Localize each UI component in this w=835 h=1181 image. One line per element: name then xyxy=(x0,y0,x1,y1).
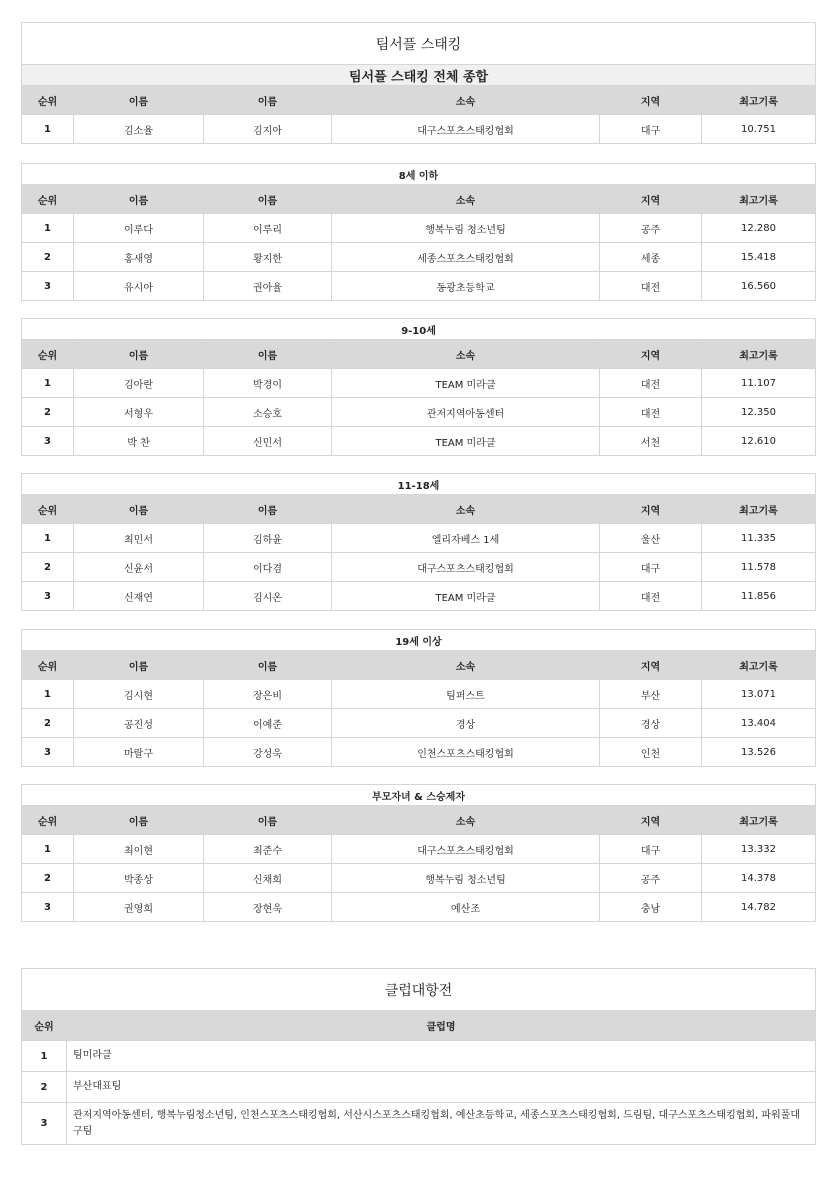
club-name-cell: 팀미라클 xyxy=(67,1041,816,1072)
record-cell: 13.526 xyxy=(702,738,816,767)
main-title: 팀서플 스태킹 xyxy=(22,23,816,65)
name2-cell: 김지아 xyxy=(204,115,332,144)
name1-cell: 최민서 xyxy=(74,524,204,553)
affiliation-cell: 대구스포츠스태킹협회 xyxy=(332,115,600,144)
rank-cell: 3 xyxy=(22,427,74,456)
rank-cell: 3 xyxy=(22,738,74,767)
record-cell: 16.560 xyxy=(702,272,816,301)
record-cell: 11.107 xyxy=(702,369,816,398)
header-name1: 이름 xyxy=(74,86,204,115)
affiliation-cell: 인천스포츠스태킹협회 xyxy=(332,738,600,767)
region-cell: 공주 xyxy=(600,214,702,243)
header-name1: 이름 xyxy=(74,495,204,524)
region-cell: 경상 xyxy=(600,709,702,738)
header-affiliation: 소속 xyxy=(332,185,600,214)
club-name-cell: 관저지역아동센터, 행복누림청소년팀, 인천스포츠스태킹협회, 서산시스포츠스태킹협회, 예산초등학교, 세종스포츠스태킹협회, 드림팀, 대구스포츠스태킹협회, 파워풀대구팀 xyxy=(67,1103,816,1145)
name2-cell: 이예준 xyxy=(204,709,332,738)
affiliation-cell: 대구스포츠스태킹협회 xyxy=(332,553,600,582)
header-rank: 순위 xyxy=(22,806,74,835)
affiliation-cell: 행복누림 청소년팀 xyxy=(332,214,600,243)
group-title: 19세 이상 xyxy=(22,630,816,651)
region-cell: 인천 xyxy=(600,738,702,767)
region-cell: 대전 xyxy=(600,398,702,427)
table-row xyxy=(22,582,816,611)
region-cell: 대구 xyxy=(600,553,702,582)
header-affiliation: 소속 xyxy=(332,86,600,115)
name2-cell: 황지한 xyxy=(204,243,332,272)
table-row xyxy=(22,214,816,243)
name1-cell: 최이현 xyxy=(74,835,204,864)
record-cell: 14.378 xyxy=(702,864,816,893)
group-title-row xyxy=(22,319,816,340)
rank-cell: 2 xyxy=(22,709,74,738)
rank-cell: 1 xyxy=(22,835,74,864)
club-header-row xyxy=(22,1011,816,1041)
name2-cell: 김하윤 xyxy=(204,524,332,553)
name1-cell: 박종상 xyxy=(74,864,204,893)
name1-cell: 권영희 xyxy=(74,893,204,922)
name2-cell: 이다겸 xyxy=(204,553,332,582)
header-record: 최고기록 xyxy=(702,185,816,214)
club-title: 클럽대항전 xyxy=(22,969,816,1011)
group-title-row xyxy=(22,630,816,651)
group-title: 11-18세 xyxy=(22,474,816,495)
group-title: 부모자녀 & 스승제자 xyxy=(22,785,816,806)
affiliation-cell: TEAM 미라클 xyxy=(332,369,600,398)
region-cell: 충남 xyxy=(600,893,702,922)
table-row xyxy=(22,738,816,767)
name1-cell: 공진성 xyxy=(74,709,204,738)
header-rank: 순위 xyxy=(22,651,74,680)
group-title-row xyxy=(22,164,816,185)
rank-cell: 1 xyxy=(22,369,74,398)
overall-title: 팀서플 스태킹 전체 종합 xyxy=(22,65,816,86)
name2-cell: 신민서 xyxy=(204,427,332,456)
table-row xyxy=(22,243,816,272)
record-cell: 10.751 xyxy=(702,115,816,144)
header-row xyxy=(22,86,816,115)
record-cell: 12.280 xyxy=(702,214,816,243)
name2-cell: 소승호 xyxy=(204,398,332,427)
region-cell: 세종 xyxy=(600,243,702,272)
club-header-rank: 순위 xyxy=(22,1011,67,1041)
header-region: 지역 xyxy=(600,86,702,115)
group-title: 8세 이하 xyxy=(22,164,816,185)
name2-cell: 최준수 xyxy=(204,835,332,864)
rank-cell: 2 xyxy=(22,553,74,582)
name2-cell: 권아율 xyxy=(204,272,332,301)
header-record: 최고기록 xyxy=(702,806,816,835)
header-region: 지역 xyxy=(600,495,702,524)
rank-cell: 1 xyxy=(22,115,74,144)
affiliation-cell: 행복누림 청소년팀 xyxy=(332,864,600,893)
name1-cell: 김시현 xyxy=(74,680,204,709)
header-name2: 이름 xyxy=(204,340,332,369)
header-name1: 이름 xyxy=(74,185,204,214)
header-name1: 이름 xyxy=(74,651,204,680)
header-rank: 순위 xyxy=(22,340,74,369)
header-record: 최고기록 xyxy=(702,86,816,115)
header-affiliation: 소속 xyxy=(332,651,600,680)
table-row xyxy=(22,864,816,893)
header-row xyxy=(22,806,816,835)
name1-cell: 이루다 xyxy=(74,214,204,243)
name2-cell: 박경이 xyxy=(204,369,332,398)
club-rank-cell: 1 xyxy=(22,1041,67,1072)
header-row xyxy=(22,651,816,680)
region-cell: 대전 xyxy=(600,582,702,611)
club-row xyxy=(22,1072,816,1103)
rank-cell: 3 xyxy=(22,893,74,922)
main-title-row xyxy=(22,23,816,65)
name1-cell: 서형우 xyxy=(74,398,204,427)
region-cell: 공주 xyxy=(600,864,702,893)
affiliation-cell: 팀퍼스트 xyxy=(332,680,600,709)
table-row xyxy=(22,272,816,301)
header-affiliation: 소속 xyxy=(332,495,600,524)
rank-cell: 1 xyxy=(22,524,74,553)
rank-cell: 2 xyxy=(22,864,74,893)
header-affiliation: 소속 xyxy=(332,806,600,835)
header-record: 최고기록 xyxy=(702,651,816,680)
club-rank-cell: 2 xyxy=(22,1072,67,1103)
name1-cell: 마랄구 xyxy=(74,738,204,767)
affiliation-cell: 경상 xyxy=(332,709,600,738)
club-rank-cell: 3 xyxy=(22,1103,67,1145)
table-row xyxy=(22,369,816,398)
group-title-row xyxy=(22,785,816,806)
table-row xyxy=(22,893,816,922)
name2-cell: 이루리 xyxy=(204,214,332,243)
region-cell: 대구 xyxy=(600,835,702,864)
header-name1: 이름 xyxy=(74,806,204,835)
name1-cell: 박 찬 xyxy=(74,427,204,456)
record-cell: 11.856 xyxy=(702,582,816,611)
region-cell: 대전 xyxy=(600,369,702,398)
name2-cell: 신채희 xyxy=(204,864,332,893)
record-cell: 15.418 xyxy=(702,243,816,272)
header-name2: 이름 xyxy=(204,651,332,680)
header-row xyxy=(22,495,816,524)
table-row xyxy=(22,115,816,144)
record-cell: 12.610 xyxy=(702,427,816,456)
record-cell: 13.404 xyxy=(702,709,816,738)
header-affiliation: 소속 xyxy=(332,340,600,369)
affiliation-cell: 세종스포츠스태킹협회 xyxy=(332,243,600,272)
club-header-name: 클럽명 xyxy=(67,1011,816,1041)
header-region: 지역 xyxy=(600,185,702,214)
header-rank: 순위 xyxy=(22,185,74,214)
affiliation-cell: 예산조 xyxy=(332,893,600,922)
header-region: 지역 xyxy=(600,806,702,835)
rank-cell: 2 xyxy=(22,243,74,272)
affiliation-cell: 대구스포츠스태킹협회 xyxy=(332,835,600,864)
record-cell: 14.782 xyxy=(702,893,816,922)
header-region: 지역 xyxy=(600,340,702,369)
name1-cell: 홍새영 xyxy=(74,243,204,272)
group-title: 9-10세 xyxy=(22,319,816,340)
name1-cell: 유시아 xyxy=(74,272,204,301)
record-cell: 13.332 xyxy=(702,835,816,864)
club-row xyxy=(22,1041,816,1072)
group-table xyxy=(21,473,816,611)
name1-cell: 신재연 xyxy=(74,582,204,611)
name2-cell: 장은비 xyxy=(204,680,332,709)
name1-cell: 김아란 xyxy=(74,369,204,398)
group-table xyxy=(21,784,816,922)
name2-cell: 김시온 xyxy=(204,582,332,611)
region-cell: 울산 xyxy=(600,524,702,553)
group-table xyxy=(21,629,816,767)
region-cell: 부산 xyxy=(600,680,702,709)
header-name2: 이름 xyxy=(204,185,332,214)
rank-cell: 1 xyxy=(22,214,74,243)
table-row xyxy=(22,680,816,709)
table-row xyxy=(22,427,816,456)
name2-cell: 강성욱 xyxy=(204,738,332,767)
name1-cell: 신윤서 xyxy=(74,553,204,582)
group-table xyxy=(21,318,816,456)
table-row xyxy=(22,835,816,864)
record-cell: 12.350 xyxy=(702,398,816,427)
club-row xyxy=(22,1103,816,1145)
rank-cell: 1 xyxy=(22,680,74,709)
header-row xyxy=(22,185,816,214)
rank-cell: 2 xyxy=(22,398,74,427)
table-row xyxy=(22,524,816,553)
overall-table xyxy=(21,22,816,144)
group-title-row xyxy=(22,474,816,495)
club-title-row xyxy=(22,969,816,1011)
affiliation-cell: 동광초등학교 xyxy=(332,272,600,301)
header-record: 최고기록 xyxy=(702,495,816,524)
affiliation-cell: TEAM 미라클 xyxy=(332,582,600,611)
club-table xyxy=(21,968,816,1145)
header-name1: 이름 xyxy=(74,340,204,369)
table-row xyxy=(22,553,816,582)
header-region: 지역 xyxy=(600,651,702,680)
affiliation-cell: 엘리자베스 1세 xyxy=(332,524,600,553)
rank-cell: 3 xyxy=(22,582,74,611)
record-cell: 11.335 xyxy=(702,524,816,553)
header-rank: 순위 xyxy=(22,495,74,524)
header-record: 최고기록 xyxy=(702,340,816,369)
region-cell: 대구 xyxy=(600,115,702,144)
club-name-cell: 부산대표팀 xyxy=(67,1072,816,1103)
affiliation-cell: 관저지역아동센터 xyxy=(332,398,600,427)
rank-cell: 3 xyxy=(22,272,74,301)
affiliation-cell: TEAM 미라클 xyxy=(332,427,600,456)
name1-cell: 김소율 xyxy=(74,115,204,144)
overall-title-row xyxy=(22,65,816,86)
record-cell: 11.578 xyxy=(702,553,816,582)
record-cell: 13.071 xyxy=(702,680,816,709)
header-name2: 이름 xyxy=(204,495,332,524)
header-row xyxy=(22,340,816,369)
table-row xyxy=(22,398,816,427)
header-name2: 이름 xyxy=(204,806,332,835)
header-rank: 순위 xyxy=(22,86,74,115)
region-cell: 서천 xyxy=(600,427,702,456)
region-cell: 대전 xyxy=(600,272,702,301)
name2-cell: 장현욱 xyxy=(204,893,332,922)
header-name2: 이름 xyxy=(204,86,332,115)
group-table xyxy=(21,163,816,301)
table-row xyxy=(22,709,816,738)
